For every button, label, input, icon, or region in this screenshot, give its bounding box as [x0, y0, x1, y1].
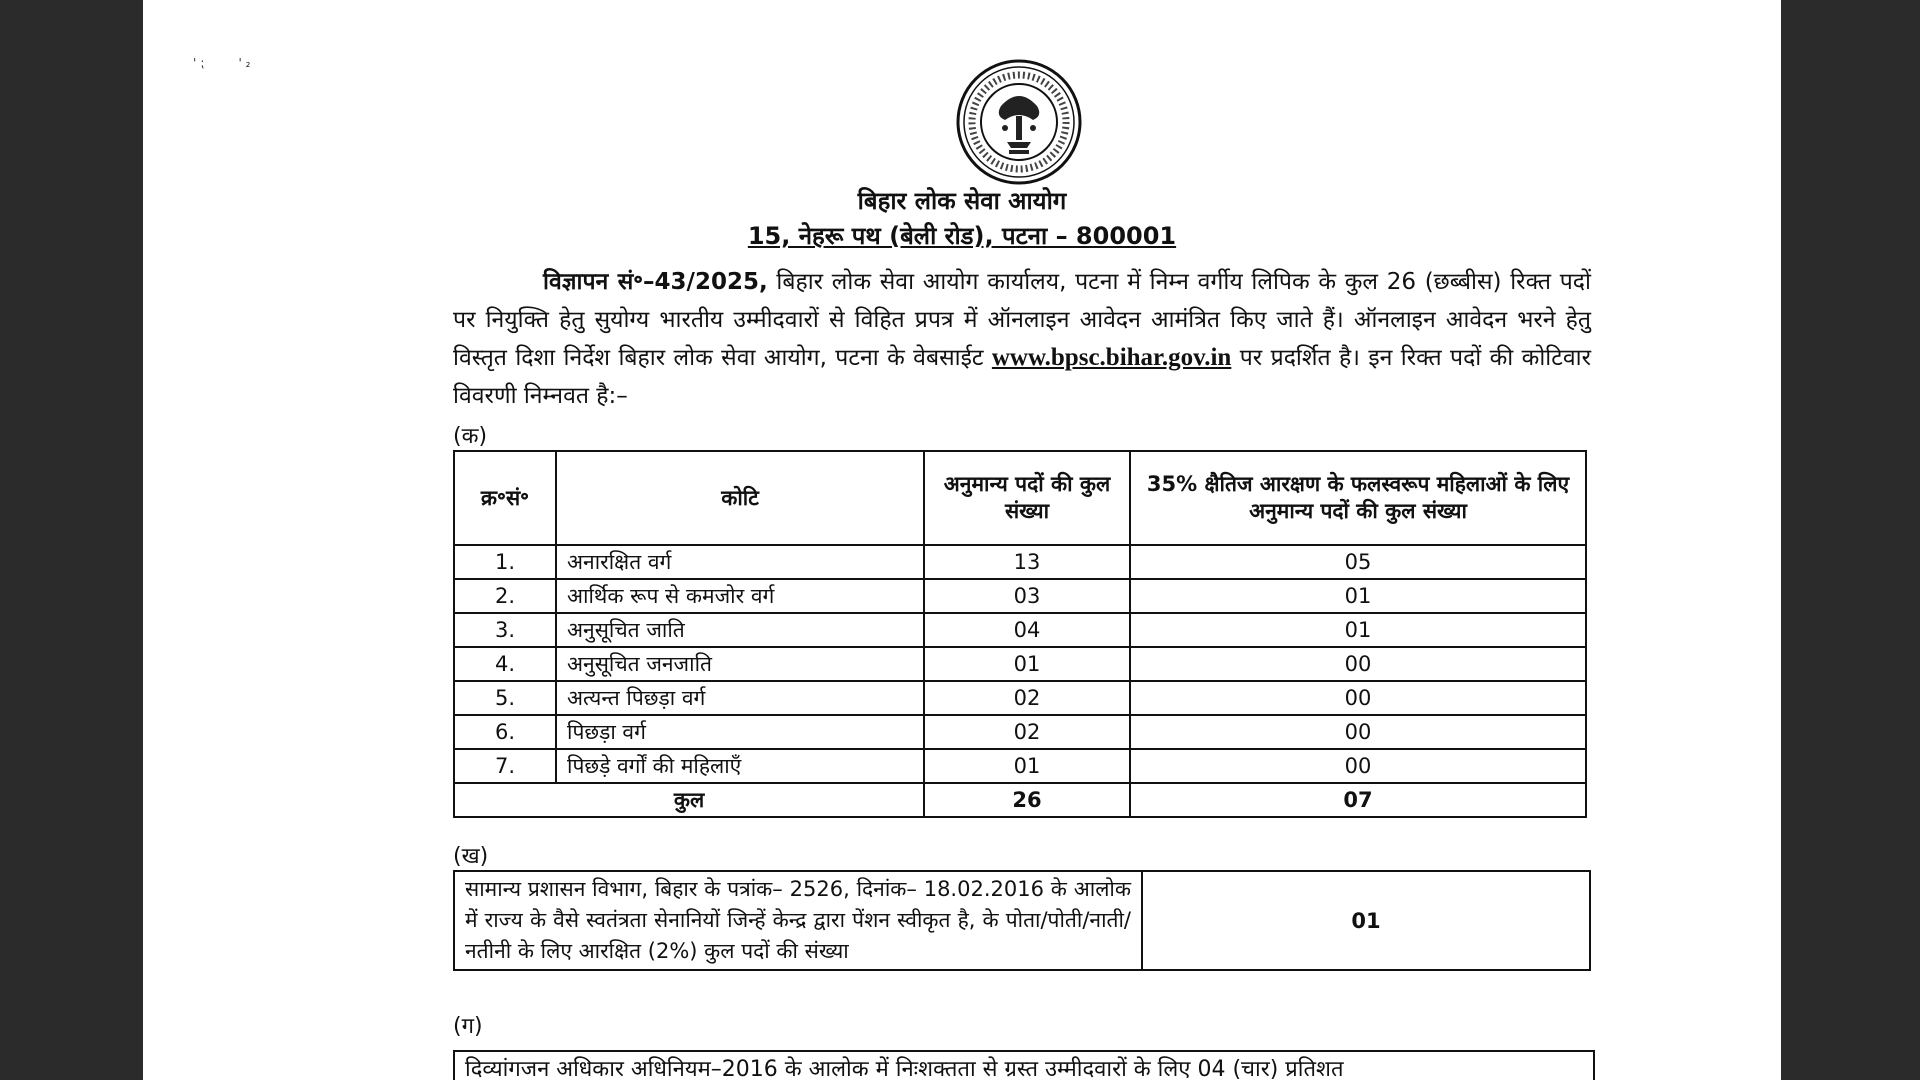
category-cell: अनुसूचित जाति	[556, 613, 924, 647]
women-cell: 00	[1130, 749, 1586, 783]
total-cell: 04	[924, 613, 1130, 647]
header-category: कोटि	[556, 451, 924, 545]
table-row	[454, 545, 1586, 579]
total-cell: 01	[924, 749, 1130, 783]
intro-paragraph: विज्ञापन सं॰–43/2025, बिहार लोक सेवा आयोग कार्यालय, पटना में निम्न वर्गीय लिपिक के कुल 26 (छब्बीस) रिक्त पदों पर नियुक्ति हेतु सुयोग्य भारतीय उम्मीदवारों से विहित प्रपत्र में ऑनलाइन आवेदन आमंत्रित किए जाते हैं। ऑनलाइन आवेदन भरने हेतु विस्तृत दिशा निर्देश बिहार लोक सेवा आयोग, पटना के वेबसाईट www.bpsc.bihar.gov.in पर प्रदर्शित है। इन रिक्त पदों की कोटिवार विवरणी निम्नवत है:–	[453, 269, 1591, 409]
women-cell: 01	[1130, 613, 1586, 647]
total-posts: 26	[924, 783, 1130, 817]
category-cell: अत्यन्त पिछड़ा वर्ग	[556, 681, 924, 715]
total-cell: 02	[924, 681, 1130, 715]
women-cell: 05	[1130, 545, 1586, 579]
table-row	[454, 749, 1586, 783]
table-row	[454, 579, 1586, 613]
serial-cell: 3.	[454, 613, 556, 647]
women-cell: 00	[1130, 715, 1586, 749]
organization-name: बिहार लोक सेवा आयोग	[857, 187, 1067, 215]
serial-cell: 1.	[454, 545, 556, 579]
website-link[interactable]: www.bpsc.bihar.gov.in	[991, 344, 1232, 371]
total-cell: 02	[924, 715, 1130, 749]
category-cell: अनुसूचित जनजाति	[556, 647, 924, 681]
section-ga-label: (ग)	[453, 1014, 483, 1039]
total-cell: 13	[924, 545, 1130, 579]
women-cell: 01	[1130, 579, 1586, 613]
freedom-fighter-reservation-table	[453, 870, 1591, 971]
category-cell: पिछड़े वर्गों की महिलाएँ	[556, 749, 924, 783]
total-cell: 01	[924, 647, 1130, 681]
serial-cell: 6.	[454, 715, 556, 749]
category-cell: अनारक्षित वर्ग	[556, 545, 924, 579]
table-row	[454, 613, 1586, 647]
serial-cell: 4.	[454, 647, 556, 681]
serial-cell: 7.	[454, 749, 556, 783]
table-total-row	[454, 783, 1586, 817]
disability-reservation-text: दिव्यांगजन अधिकार अधिनियम–2016 के आलोक में निःशक्तता से ग्रस्त उम्मीदवारों के लिए 04 (चार) प्रतिशत	[453, 1050, 1595, 1080]
reservation-description: सामान्य प्रशासन विभाग, बिहार के पत्रांक– 2526, दिनांक– 18.02.2016 के आलोक में राज्य के वैसे स्वतंत्रता सेनानियों जिन्हें केन्द्र द्वारा पेंशन स्वीकृत है, के पोता/पोती/नाती/ नतीनी के लिए आरक्षित (2%) कुल पदों की संख्या	[454, 871, 1142, 970]
category-cell: आर्थिक रूप से कमजोर वर्ग	[556, 579, 924, 613]
reservation-value: 01	[1142, 871, 1590, 970]
table-row	[454, 871, 1590, 970]
total-cell: 03	[924, 579, 1130, 613]
women-cell: 00	[1130, 647, 1586, 681]
table-row	[454, 681, 1586, 715]
table-row	[454, 647, 1586, 681]
table-header-row	[454, 451, 1586, 545]
organization-address: 15, नेहरू पथ (बेली रोड), पटना – 800001	[747, 222, 1177, 250]
category-vacancy-table	[453, 450, 1587, 818]
total-women-posts: 07	[1130, 783, 1586, 817]
header-serial: क्र॰सं॰	[454, 451, 556, 545]
bpsc-seal-icon	[955, 58, 1083, 186]
total-label: कुल	[454, 783, 924, 817]
serial-cell: 2.	[454, 579, 556, 613]
advertisement-number: विज्ञापन सं॰–43/2025,	[543, 269, 768, 295]
document-page	[143, 0, 1781, 1080]
table-row	[454, 715, 1586, 749]
women-cell: 00	[1130, 681, 1586, 715]
header-total-posts: अनुमान्य पदों की कुल संख्या	[924, 451, 1130, 545]
section-kh-label: (ख)	[453, 844, 489, 869]
category-cell: पिछड़ा वर्ग	[556, 715, 924, 749]
scan-specks: ' ⁏ ' ₂	[193, 56, 251, 70]
section-ka-label: (क)	[453, 424, 488, 449]
serial-cell: 5.	[454, 681, 556, 715]
header-women-posts: 35% क्षैतिज आरक्षण के फलस्वरूप महिलाओं के लिए अनुमान्य पदों की कुल संख्या	[1130, 451, 1586, 545]
